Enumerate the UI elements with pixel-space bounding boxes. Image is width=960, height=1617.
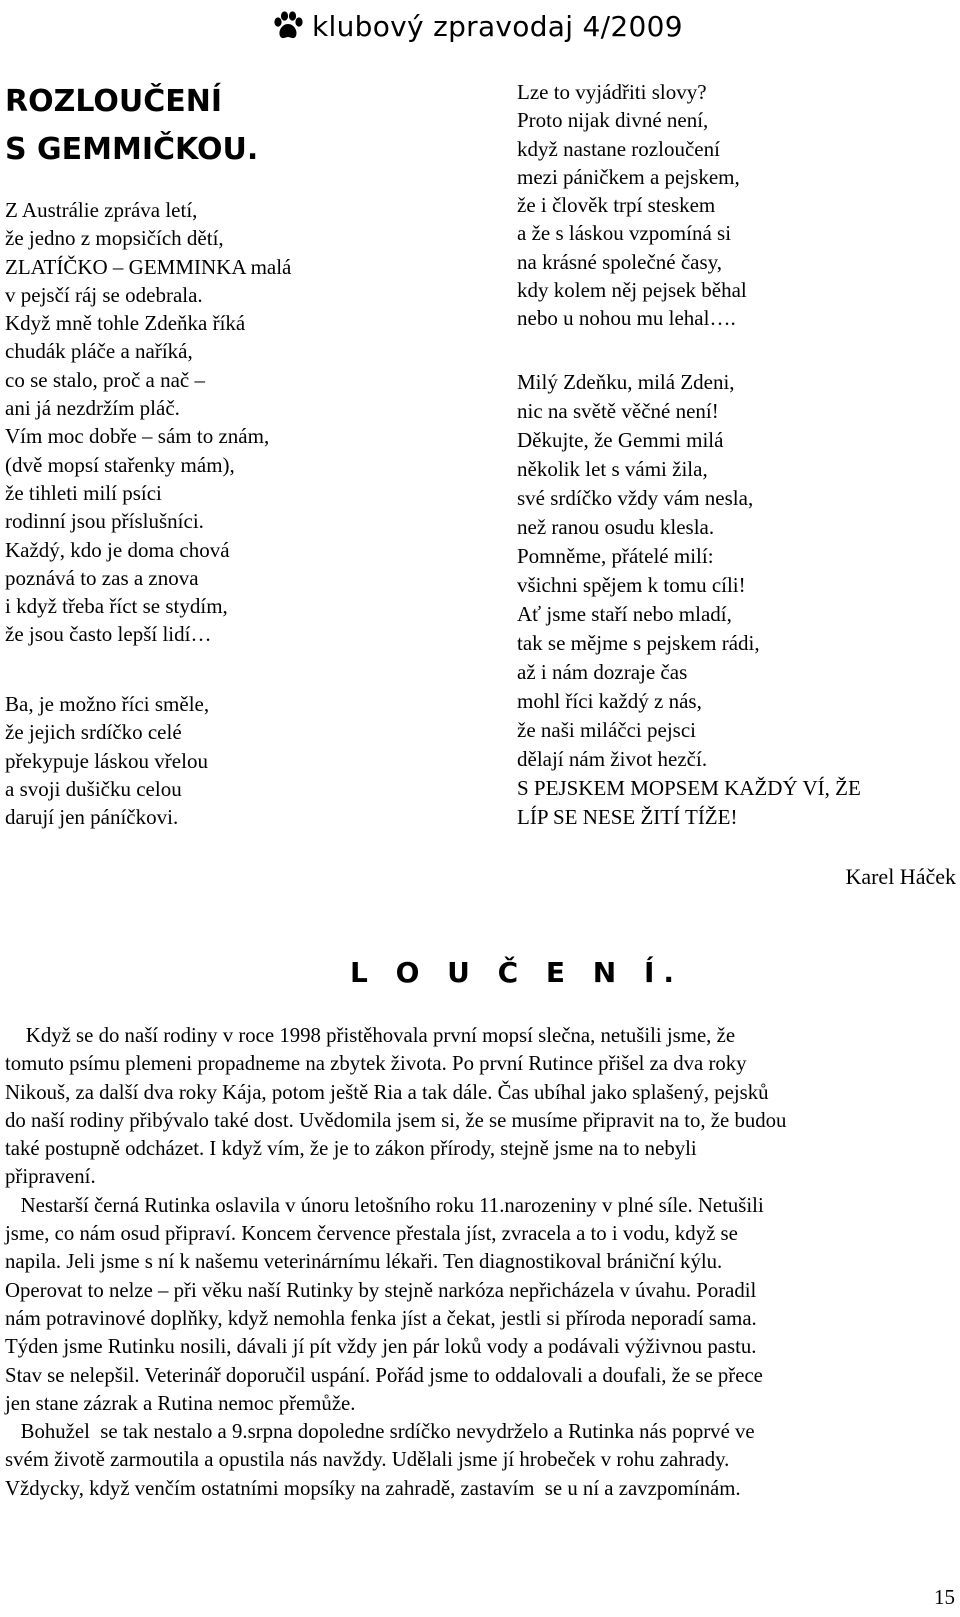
page-number: 15 bbox=[934, 1585, 955, 1609]
poem-line: Děkujte, že Gemmi milá bbox=[517, 428, 724, 452]
poem-author: Karel Háček bbox=[845, 864, 956, 889]
poem-left-stanza-2 bbox=[5, 690, 475, 831]
article-line: jsme, co nám osud připraví. Koncem července přestala jíst, zvracela a to i vodu, když se bbox=[5, 1222, 738, 1246]
article-paragraph bbox=[5, 1192, 955, 1418]
poem-line: všichni spějem k tomu cíli! bbox=[517, 573, 746, 597]
poem-line: překypuje láskou vřelou bbox=[5, 748, 208, 773]
poem-line: několik let s vámi žila, bbox=[517, 457, 708, 481]
poem-line: a svoji dušičku celou bbox=[5, 776, 182, 801]
poem-line: než ranou osudu klesla. bbox=[517, 515, 715, 539]
poem-line: ani já nezdržím pláč. bbox=[5, 396, 180, 421]
article-line: nám potravinové doplňky, když nemohla fenka jíst a čekat, jestli si příroda neporadí sama. bbox=[5, 1306, 757, 1330]
poem-line: i když třeba říct se stydím, bbox=[5, 594, 228, 619]
poem-line: darují jen páníčkovi. bbox=[5, 805, 179, 830]
article-line: připravení. bbox=[5, 1165, 96, 1189]
poem-line: Každý, kdo je doma chová bbox=[5, 537, 230, 562]
article-line: Bohužel se tak nestalo a 9.srpna dopoledne srdíčko nevydrželo a Rutinka nás poprvé ve bbox=[5, 1420, 755, 1444]
poem-line: dělají nám život hezčí. bbox=[517, 747, 708, 771]
article-paragraph bbox=[5, 1418, 955, 1503]
poem-line: poznává to zas a znova bbox=[5, 565, 199, 590]
poem-line: až i nám dozraje čas bbox=[517, 660, 688, 684]
article-line: Týden jsme Rutinku nosili, dávali jí pít vždy jen pár loků vody a podávali výživnou pastu. bbox=[5, 1335, 757, 1359]
poem-line: Vím moc dobře – sám to znám, bbox=[5, 424, 270, 449]
article-line: svém životě zarmoutila a opustila nás navždy. Udělali jsme jí hrobeček v rohu zahrady. bbox=[5, 1448, 730, 1472]
poem-line: v pejsčí ráj se odebrala. bbox=[5, 282, 203, 307]
poem-line: mohl říci každý z nás, bbox=[517, 689, 702, 713]
header-title: klubový zpravodaj 4/2009 bbox=[312, 9, 683, 43]
article-line: také postupně odcházet. I když vím, že je to zákon přírody, stejně jsme na to nebyli bbox=[5, 1137, 697, 1161]
article-line: Operovat to nelze – při věku naší Rutinky by stejně narkóza nepřicházela v úvahu. Poradil bbox=[5, 1278, 757, 1302]
poem-line: Ať jsme staří nebo mladí, bbox=[517, 602, 732, 626]
poem-line: Když mně tohle Zdeňka říká bbox=[5, 311, 246, 336]
poem-title-line-1: ROZLOUČENÍ bbox=[5, 84, 223, 119]
poem-line: S PEJSKEM MOPSEM KAŽDÝ VÍ, ŽE bbox=[517, 776, 861, 800]
article-line: Když se do naší rodiny v roce 1998 přistěhovala první mopsí slečna, netušili jsme, že bbox=[5, 1024, 736, 1047]
article-paragraph bbox=[5, 1022, 955, 1192]
poem-line: ZLATÍČKO – GEMMINKA malá bbox=[5, 254, 292, 279]
article-line: Nestarší černá Rutinka oslavila v únoru letošního roku 11.narozeniny v plné síle. Netušili bbox=[5, 1193, 764, 1217]
poem-line: když nastane rozloučení bbox=[517, 136, 720, 161]
poem-line: nebo u nohou mu lehal…. bbox=[517, 306, 736, 331]
poem-line: chudák pláče a naříká, bbox=[5, 339, 193, 364]
poem-line: (dvě mopsí stařenky mám), bbox=[5, 452, 235, 477]
poem-line: své srdíčko vždy vám nesla, bbox=[517, 486, 754, 510]
poem-line: rodinní jsou příslušníci. bbox=[5, 509, 204, 534]
poem-right-stanza-1 bbox=[517, 78, 947, 333]
article-title: L O U Č E N Í. bbox=[350, 956, 684, 989]
poem-line: Pomněme, přátelé milí: bbox=[517, 544, 714, 568]
poem-line: že tihleti milí psíci bbox=[5, 480, 162, 505]
poem-line: kdy kolem něj pejsek běhal bbox=[517, 278, 747, 303]
article-line: jen stane zázrak a Rutina nemoc přemůže. bbox=[5, 1391, 356, 1415]
poem-line: že naši miláčci pejsci bbox=[517, 718, 697, 742]
article-line: Stav se nelepšil. Veterinář doporučil uspání. Pořád jsme to oddalovali a doufali, že se přece bbox=[5, 1363, 763, 1387]
article-body bbox=[5, 1022, 955, 1503]
poem-line: Milý Zdeňku, milá Zdeni, bbox=[517, 370, 735, 394]
poem-line: na krásné společné časy, bbox=[517, 249, 723, 274]
poem-line: tak se mějme s pejskem rádi, bbox=[517, 631, 760, 655]
poem-line: Ba, je možno říci směle, bbox=[5, 692, 210, 716]
paw-print-icon bbox=[272, 11, 304, 41]
article-line: Vždycky, když venčím ostatními mopsíky na zahradě, zastavím se u ní a zavzpomínám. bbox=[5, 1476, 741, 1500]
poem-right-stanza-2 bbox=[517, 368, 952, 832]
poem-line: že jejich srdíčko celé bbox=[5, 720, 182, 745]
poem-line: mezi páničkem a pejskem, bbox=[517, 164, 740, 189]
poem-line: Lze to vyjádřiti slovy? bbox=[517, 80, 707, 104]
poem-line: Proto nijak divné není, bbox=[517, 108, 709, 133]
poem-title bbox=[5, 78, 258, 174]
poem-line: LÍP SE NESE ŽITÍ TÍŽE! bbox=[517, 805, 738, 829]
poem-left-stanza-1 bbox=[5, 196, 475, 649]
poem-line: Z Austrálie zpráva letí, bbox=[5, 198, 198, 222]
poem-title-line-2: S GEMMIČKOU. bbox=[5, 132, 259, 167]
poem-line: že i člověk trpí steskem bbox=[517, 193, 716, 218]
article-line: do naší rodiny přibývalo také dost. Uvědomila jsem si, že se musíme připravit na to, že budou bbox=[5, 1108, 787, 1132]
poem-line: že jsou často lepší lidí… bbox=[5, 622, 212, 647]
article-line: tomuto psímu plemeni propadneme na zbytek života. Po první Rutince přišel za dva roky bbox=[5, 1052, 747, 1076]
article-line: Nikouš, za další dva roky Kája, potom ještě Ria a tak dále. Čas ubíhal jako splašený, pejsků bbox=[5, 1080, 769, 1104]
poem-line: a že s láskou vzpomíná si bbox=[517, 221, 732, 246]
poem-line: nic na světě věčné není! bbox=[517, 399, 719, 423]
poem-line: co se stalo, proč a nač – bbox=[5, 367, 206, 392]
poem-line: že jedno z mopsičích dětí, bbox=[5, 226, 224, 251]
article-line: napila. Jeli jsme s ní k našemu veterinárnímu lékaři. Ten diagnostikoval brániční kýlu. bbox=[5, 1250, 723, 1274]
newsletter-header bbox=[272, 6, 683, 46]
